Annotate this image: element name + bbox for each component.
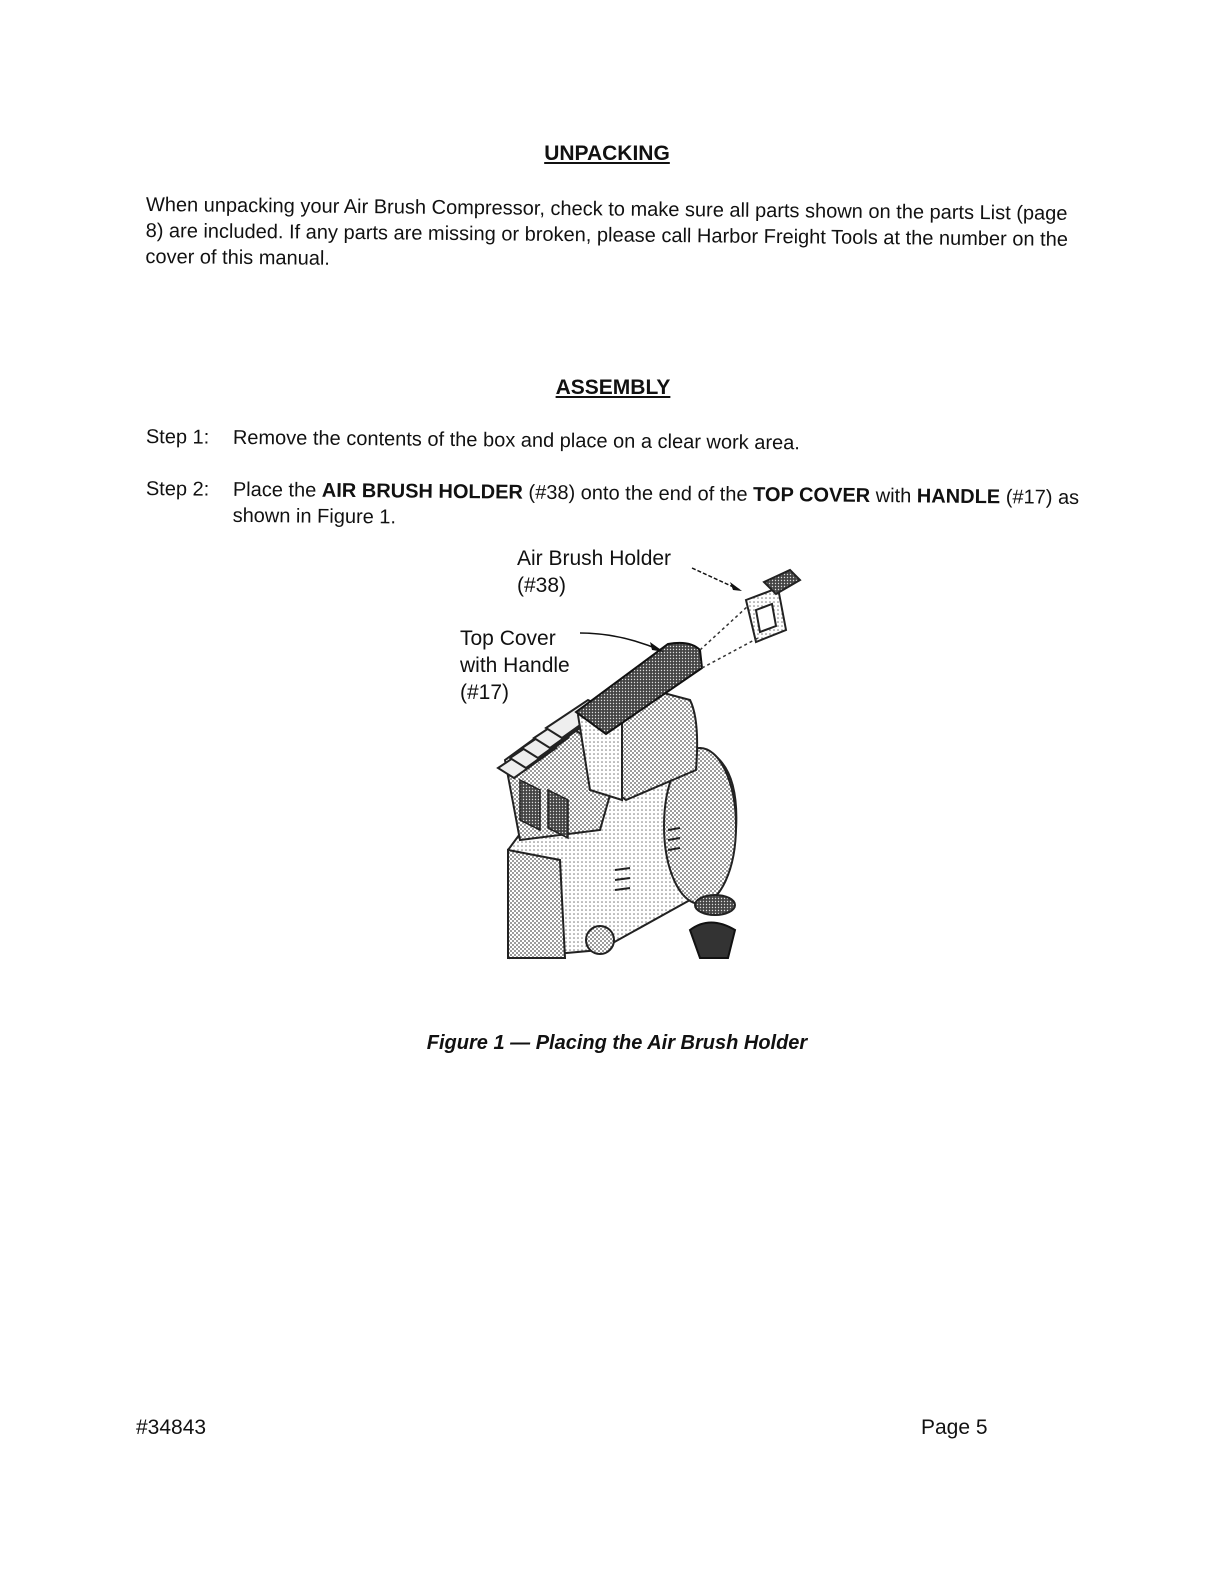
page-number: Page 5 [921,1416,988,1439]
assembly-heading: ASSEMBLY [555,376,671,399]
unpacking-heading: UNPACKING [544,142,670,165]
compressor-illustration [440,540,840,980]
label-top-cover: Top Cover with Handle (#17) [460,627,570,704]
step-text: Place the AIR BRUSH HOLDER (#38) onto the end of the TOP COVER with HANDLE (#17) as shown in Figure 1. [232,478,1080,529]
item-number: #34843 [136,1416,207,1439]
assembly-step-2 [145,476,1081,529]
unpacking-paragraph: When unpacking your Air Brush Compressor, check to make sure all parts shown on the parts List (page 8) are included. If any parts are missing or broken, please call Harbor Freight Tools at the number on the cover of this manual. [145,193,1069,270]
air-brush-holder-part [746,570,800,642]
label-air-brush-holder: Air Brush Holder (#38) [517,547,672,597]
step-text: Remove the contents of the box and place on a clear work area. [232,426,800,455]
hose-fitting [695,895,735,915]
assembly-step-1 [145,424,1081,455]
step-label: Step 1: [145,425,210,449]
figure-caption: Figure 1 — Placing the Air Brush Holder [426,1032,808,1054]
step-label: Step 2: [145,477,210,501]
